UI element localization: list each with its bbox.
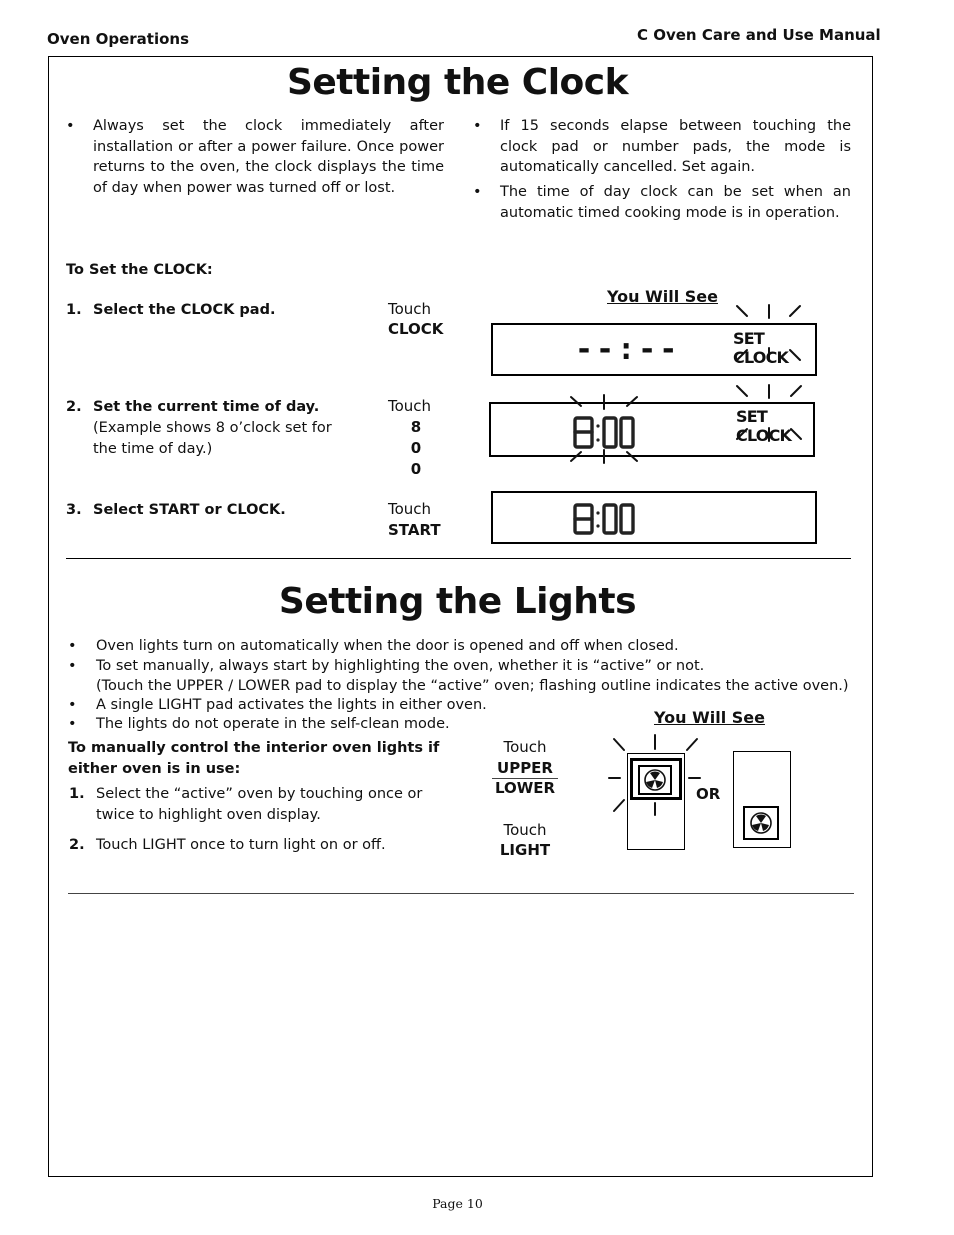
lights-bullet-1: Oven lights turn on automatically when the door is opened and off when closed.: [96, 638, 679, 654]
digit-key-8[interactable]: 8: [410, 418, 422, 436]
clock-step-2-desc: (Example shows 8 o’clock set for the time of day.): [93, 420, 332, 457]
clock-bullet-right-2: The time of day clock can be set when an automatic timed cooking mode is in operation.: [500, 184, 851, 221]
digit-key-0[interactable]: 0: [410, 439, 422, 457]
clock-section-title: Setting the Clock: [286, 62, 629, 103]
lights-step-1-number: 1.: [69, 786, 85, 802]
clock-you-will-see: You Will See: [607, 287, 718, 306]
clock-step-1-touch: Touch: [388, 300, 432, 318]
clock-bullet-left: Always set the clock immediately after installation or after a power failure. Once power returns to the oven, the clock displays the time of day when power was turned off or lost.: [93, 118, 444, 196]
header-manual-title: C Oven Care and Use Manual: [637, 26, 881, 44]
set-clock-indicator: SET CLOCK: [733, 329, 789, 367]
clock-step-2-title: Set the current time of day.: [93, 399, 320, 415]
lights-step-2-line1: Touch LIGHT once to turn light on or off.: [96, 837, 386, 853]
lights-step-1-line1: Select the “active” oven by touching once or: [96, 786, 423, 802]
or-label: OR: [696, 785, 721, 803]
header-section-title: Oven Operations: [47, 30, 190, 48]
lights-bullet-2: To set manually, always start by highlighting the oven, whether it is “active” or not.: [96, 658, 705, 674]
fan-icon: [743, 806, 779, 840]
clock-step-1-title: Select the CLOCK pad.: [93, 302, 276, 318]
bullet-dot: •: [473, 118, 482, 134]
clock-bullet-right-1: If 15 seconds elapse between touching the clock pad or number pads, the mode is automatically cancelled. Set again.: [500, 118, 851, 175]
lights-subhead-line2: either oven is in use:: [68, 761, 241, 777]
set-clock-indicator: SET CLOCK: [736, 407, 792, 445]
bullet-dot: •: [68, 697, 77, 713]
clock-step-3-title: Select START or CLOCK.: [93, 502, 286, 518]
clock-step-2-number: 2.: [66, 399, 82, 415]
lights-subhead-line1: To manually control the interior oven lights if: [68, 740, 440, 756]
lights-step-2-number: 2.: [69, 837, 85, 853]
bullet-dot: •: [66, 118, 75, 134]
bullet-dot: •: [68, 658, 77, 674]
lights-touch-1: Touch: [503, 738, 547, 756]
lights-bullet-3: A single LIGHT pad activates the lights in either oven.: [96, 697, 487, 713]
lights-section-title: Setting the Lights: [278, 581, 637, 622]
clock-step-2-touch: Touch: [388, 397, 432, 415]
page-number: Page 10: [432, 1196, 483, 1211]
bottom-divider: [68, 893, 854, 894]
digit-key-0[interactable]: 0: [410, 460, 422, 478]
clock-subhead: To Set the CLOCK:: [66, 262, 213, 278]
lights-bullet-2-cont: (Touch the UPPER / LOWER pad to display the “active” oven; flashing outline indicates the active oven.): [96, 678, 849, 694]
bullet-dot: •: [68, 638, 77, 654]
lights-bullet-4: The lights do not operate in the self-clean mode.: [96, 716, 450, 732]
upper-key-button[interactable]: UPPER: [497, 759, 553, 777]
lights-step-1-line2: twice to highlight oven display.: [96, 807, 321, 823]
display-dashes: --:--: [575, 332, 681, 367]
bullet-dot: •: [473, 184, 482, 200]
clock-step-1-number: 1.: [66, 302, 82, 318]
lights-you-will-see: You Will See: [654, 708, 765, 727]
clock-step-3-touch: Touch: [388, 500, 432, 518]
clock-step-3-number: 3.: [66, 502, 82, 518]
clock-key-button[interactable]: CLOCK: [388, 320, 444, 338]
lights-touch-2: Touch: [503, 821, 547, 839]
bullet-dot: •: [68, 716, 77, 732]
light-key-button[interactable]: LIGHT: [499, 841, 551, 859]
lower-key-button[interactable]: LOWER: [494, 779, 556, 797]
start-key-button[interactable]: START: [388, 521, 441, 539]
